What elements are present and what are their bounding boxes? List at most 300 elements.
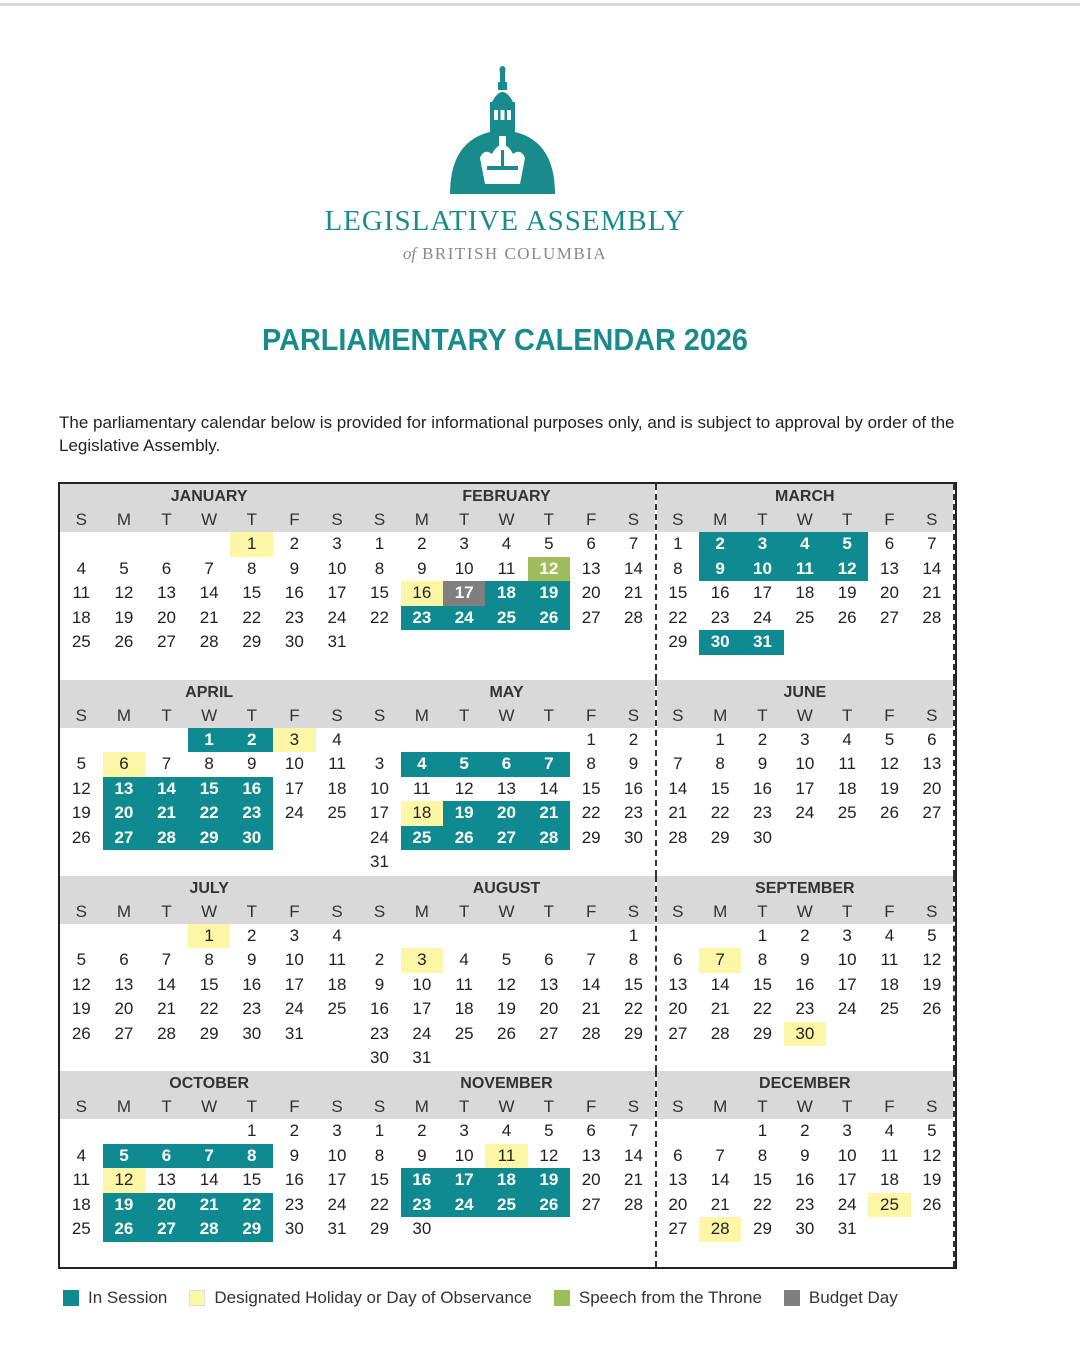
date-cell: 14 bbox=[710, 974, 730, 994]
date-cell: 2 bbox=[417, 534, 427, 553]
date-cell: 28 bbox=[922, 607, 942, 627]
date-cell: 17 bbox=[837, 974, 857, 994]
date-cell: 10 bbox=[327, 1145, 347, 1165]
day-grid bbox=[60, 924, 358, 1047]
day-grid bbox=[657, 924, 953, 1047]
date-cell: 5 bbox=[76, 754, 87, 774]
date-cell: 20 bbox=[880, 583, 899, 602]
date-cell: 27 bbox=[485, 826, 527, 851]
date-cell: 19 bbox=[71, 803, 91, 823]
date-cell: 7 bbox=[673, 754, 683, 774]
date-cell: 17 bbox=[443, 1168, 485, 1193]
date-cell: 11 bbox=[72, 1170, 91, 1190]
date-cell: 19 bbox=[837, 583, 857, 602]
empty-cell bbox=[443, 924, 485, 949]
date-cell: 13 bbox=[922, 754, 942, 774]
date-cell: 24 bbox=[412, 1023, 432, 1043]
date-cell: 25 bbox=[795, 607, 815, 627]
date-cell: 17 bbox=[837, 1170, 857, 1190]
date-cell: 1 bbox=[715, 729, 725, 749]
weekday-label: T bbox=[161, 901, 172, 921]
date-cell: 17 bbox=[753, 583, 772, 602]
weekday-label: M bbox=[116, 705, 131, 725]
date-cell: 27 bbox=[145, 1217, 188, 1242]
month-header bbox=[358, 876, 654, 924]
date-cell: 16 bbox=[230, 777, 273, 802]
date-cell: 4 bbox=[76, 558, 87, 578]
date-cell: 4 bbox=[884, 1121, 895, 1141]
date-cell: 29 bbox=[230, 1217, 273, 1242]
weekday-label: T bbox=[458, 1097, 470, 1117]
date-cell: 13 bbox=[157, 583, 176, 602]
date-cell: 16 bbox=[242, 974, 262, 994]
date-cell: 18 bbox=[454, 999, 474, 1018]
date-cell: 7 bbox=[586, 950, 596, 969]
date-cell: 14 bbox=[581, 974, 601, 994]
date-cell: 24 bbox=[284, 999, 304, 1018]
empty-cell bbox=[60, 1119, 103, 1144]
date-cell: 26 bbox=[103, 1217, 146, 1242]
empty-cell bbox=[485, 728, 527, 753]
date-cell: 28 bbox=[699, 1217, 741, 1242]
date-cell: 29 bbox=[753, 1219, 772, 1239]
date-cell: 21 bbox=[710, 999, 730, 1018]
date-cell: 12 bbox=[71, 974, 91, 994]
date-cell: 12 bbox=[528, 557, 570, 582]
date-cell: 25 bbox=[327, 803, 347, 823]
date-cell: 26 bbox=[497, 1023, 516, 1043]
date-cell: 16 bbox=[624, 778, 643, 798]
weekday-label: S bbox=[926, 901, 938, 921]
date-cell: 27 bbox=[668, 1219, 688, 1239]
date-cell: 26 bbox=[922, 999, 942, 1018]
date-cell: 21 bbox=[922, 583, 942, 602]
date-cell: 13 bbox=[880, 558, 899, 578]
date-cell: 14 bbox=[668, 778, 688, 798]
date-cell: 5 bbox=[76, 950, 87, 969]
date-cell: 8 bbox=[757, 1145, 768, 1165]
date-cell: 20 bbox=[581, 1170, 601, 1190]
weekday-label: W bbox=[498, 510, 515, 529]
date-cell: 6 bbox=[673, 950, 683, 969]
weekday-label: S bbox=[75, 901, 87, 921]
month-name: JANUARY bbox=[170, 488, 248, 505]
empty-cell bbox=[528, 728, 570, 753]
date-cell: 10 bbox=[284, 754, 304, 774]
month-june bbox=[657, 680, 955, 876]
date-cell: 3 bbox=[842, 1121, 852, 1141]
date-cell: 8 bbox=[757, 950, 768, 969]
weekday-label: S bbox=[75, 510, 87, 529]
month-name: OCTOBER bbox=[169, 1075, 250, 1093]
date-cell: 13 bbox=[539, 974, 559, 994]
intro-text: The parliamentary calendar below is provided for informational purposes only, and is subject to approval by order of the Legislative Assembly. bbox=[59, 413, 955, 455]
legend-item bbox=[63, 1288, 167, 1308]
date-cell: 29 bbox=[188, 826, 231, 851]
date-cell: 15 bbox=[753, 974, 772, 994]
weekday-label: F bbox=[884, 705, 895, 725]
weekday-row bbox=[657, 704, 953, 728]
month-may bbox=[358, 680, 656, 876]
date-cell: 24 bbox=[443, 1193, 485, 1218]
date-cell: 21 bbox=[145, 801, 188, 826]
date-cell: 7 bbox=[628, 1121, 639, 1141]
date-cell: 25 bbox=[485, 1193, 527, 1218]
date-cell: 26 bbox=[71, 1023, 91, 1043]
date-cell: 25 bbox=[71, 1219, 91, 1239]
date-cell: 26 bbox=[71, 827, 91, 847]
date-cell: 29 bbox=[710, 827, 730, 847]
empty-cell bbox=[103, 1119, 146, 1144]
month-header bbox=[60, 680, 358, 728]
date-cell: 18 bbox=[880, 1170, 899, 1190]
date-cell: 7 bbox=[927, 534, 937, 553]
weekday-label: T bbox=[246, 705, 257, 725]
legend-label: Budget Day bbox=[808, 1288, 898, 1307]
empty-cell bbox=[145, 1119, 188, 1144]
date-cell: 30 bbox=[284, 1219, 304, 1239]
month-march bbox=[657, 484, 955, 680]
weekday-row bbox=[358, 900, 654, 924]
date-cell: 22 bbox=[230, 1193, 273, 1218]
date-cell: 5 bbox=[443, 752, 485, 777]
date-cell: 12 bbox=[114, 583, 134, 602]
month-september bbox=[657, 876, 955, 1072]
date-cell: 9 bbox=[289, 1145, 300, 1165]
date-cell: 18 bbox=[795, 583, 815, 602]
date-cell: 9 bbox=[628, 754, 639, 774]
weekday-label: M bbox=[116, 510, 131, 529]
date-cell: 29 bbox=[624, 1023, 643, 1043]
weekday-label: S bbox=[926, 705, 938, 725]
date-cell: 27 bbox=[668, 1023, 688, 1043]
date-cell: 2 bbox=[800, 1121, 810, 1141]
date-cell: 17 bbox=[370, 803, 389, 823]
date-cell: 5 bbox=[826, 532, 868, 557]
weekday-label: W bbox=[796, 901, 813, 921]
date-cell: 28 bbox=[157, 1023, 176, 1043]
date-cell: 3 bbox=[401, 948, 443, 973]
weekday-label: T bbox=[458, 510, 470, 529]
weekday-label: F bbox=[884, 1097, 895, 1117]
legend-label: In Session bbox=[88, 1288, 168, 1307]
date-cell: 18 bbox=[837, 778, 857, 798]
weekday-label: T bbox=[757, 510, 768, 529]
month-name: APRIL bbox=[185, 683, 234, 701]
month-february bbox=[358, 484, 656, 680]
date-cell: 12 bbox=[922, 950, 942, 969]
date-cell: 23 bbox=[710, 607, 730, 627]
date-cell: 2 bbox=[628, 729, 639, 749]
day-grid bbox=[358, 1119, 654, 1242]
date-cell: 11 bbox=[497, 558, 516, 578]
date-cell: 28 bbox=[145, 826, 188, 851]
date-cell: 4 bbox=[332, 729, 342, 749]
month-header bbox=[657, 680, 953, 728]
weekday-label: T bbox=[757, 705, 768, 725]
date-cell: 10 bbox=[454, 558, 474, 578]
date-cell: 19 bbox=[497, 999, 516, 1018]
month-name: SEPTEMBER bbox=[755, 879, 855, 897]
weekday-label: M bbox=[414, 901, 429, 921]
date-cell: 21 bbox=[668, 803, 688, 823]
date-cell: 18 bbox=[71, 607, 91, 627]
date-cell: 6 bbox=[586, 534, 596, 553]
date-cell: 10 bbox=[284, 950, 304, 969]
legend-item bbox=[189, 1288, 532, 1308]
date-cell: 15 bbox=[370, 1170, 389, 1190]
date-cell: 5 bbox=[927, 925, 937, 945]
date-cell: 24 bbox=[284, 803, 304, 823]
date-cell: 31 bbox=[837, 1219, 857, 1239]
date-cell: 4 bbox=[884, 925, 895, 945]
weekday-label: W bbox=[498, 901, 515, 921]
date-cell: 26 bbox=[443, 826, 485, 851]
empty-cell bbox=[145, 728, 188, 753]
date-cell: 29 bbox=[370, 1219, 389, 1239]
date-cell: 19 bbox=[528, 1168, 570, 1193]
date-cell: 3 bbox=[459, 1121, 469, 1141]
date-cell: 8 bbox=[715, 754, 725, 774]
date-cell: 3 bbox=[374, 754, 385, 774]
date-cell: 19 bbox=[443, 801, 485, 826]
date-cell: 8 bbox=[204, 950, 214, 969]
month-name: NOVEMBER bbox=[460, 1075, 553, 1093]
weekday-row bbox=[60, 900, 358, 924]
date-cell: 1 bbox=[586, 729, 596, 749]
date-cell: 24 bbox=[837, 999, 857, 1018]
weekday-label: T bbox=[543, 901, 555, 921]
weekday-row bbox=[657, 508, 953, 532]
legislative-assembly-logo bbox=[440, 66, 570, 198]
date-cell: 22 bbox=[188, 801, 231, 826]
date-cell: 6 bbox=[485, 752, 527, 777]
date-cell: 15 bbox=[370, 583, 389, 602]
date-cell: 2 bbox=[289, 1121, 300, 1141]
weekday-row bbox=[358, 508, 654, 532]
date-cell: 3 bbox=[273, 728, 316, 753]
month-name: MAY bbox=[489, 683, 524, 701]
date-cell: 27 bbox=[539, 1023, 559, 1043]
date-cell: 5 bbox=[544, 534, 554, 553]
month-header bbox=[358, 484, 654, 532]
day-grid bbox=[358, 532, 654, 630]
date-cell: 4 bbox=[501, 1121, 512, 1141]
empty-cell bbox=[657, 728, 699, 753]
date-cell: 4 bbox=[76, 1145, 87, 1165]
date-cell: 30 bbox=[370, 1048, 389, 1067]
month-header bbox=[60, 876, 358, 924]
weekday-label: S bbox=[627, 705, 640, 725]
date-cell: 30 bbox=[242, 1023, 262, 1043]
date-cell: 9 bbox=[417, 1145, 427, 1165]
date-cell: 9 bbox=[247, 754, 257, 774]
date-cell: 7 bbox=[528, 752, 570, 777]
date-cell: 15 bbox=[668, 583, 688, 602]
date-cell: 28 bbox=[199, 632, 219, 651]
weekday-label: S bbox=[672, 705, 684, 725]
date-cell: 1 bbox=[374, 534, 385, 553]
date-cell: 19 bbox=[922, 974, 942, 994]
date-cell: 8 bbox=[586, 754, 596, 774]
weekday-label: T bbox=[246, 1097, 257, 1117]
date-cell: 2 bbox=[699, 532, 741, 557]
date-cell: 19 bbox=[114, 607, 134, 627]
date-cell: 8 bbox=[628, 950, 639, 969]
weekday-label: T bbox=[458, 901, 470, 921]
page-title: PARLIAMENTARY CALENDAR 2026 bbox=[262, 322, 748, 357]
date-cell: 16 bbox=[401, 1168, 443, 1193]
date-cell: 31 bbox=[412, 1048, 432, 1067]
date-cell: 24 bbox=[370, 827, 389, 847]
date-cell: 6 bbox=[586, 1121, 596, 1141]
date-cell: 29 bbox=[668, 632, 688, 651]
date-cell: 20 bbox=[539, 999, 559, 1018]
month-name: JULY bbox=[189, 879, 229, 897]
date-cell: 12 bbox=[497, 974, 516, 994]
date-cell: 10 bbox=[837, 1145, 857, 1165]
date-cell: 31 bbox=[327, 632, 347, 651]
month-july bbox=[60, 876, 358, 1072]
empty-cell bbox=[103, 728, 146, 753]
date-cell: 2 bbox=[230, 728, 273, 753]
date-cell: 14 bbox=[199, 1170, 219, 1190]
date-cell: 9 bbox=[417, 558, 427, 578]
date-cell: 26 bbox=[528, 606, 570, 631]
date-cell: 28 bbox=[668, 827, 688, 847]
weekday-label: T bbox=[246, 510, 257, 529]
date-cell: 16 bbox=[284, 1170, 304, 1190]
date-cell: 25 bbox=[880, 999, 899, 1018]
date-cell: 28 bbox=[528, 826, 570, 851]
date-cell: 23 bbox=[230, 801, 273, 826]
weekday-label: M bbox=[713, 705, 728, 725]
empty-cell bbox=[401, 924, 443, 949]
weekday-label: T bbox=[841, 1097, 853, 1117]
date-cell: 11 bbox=[328, 950, 346, 969]
weekday-row bbox=[657, 900, 953, 924]
weekday-label: W bbox=[201, 705, 218, 725]
date-cell: 13 bbox=[581, 558, 601, 578]
date-cell: 5 bbox=[103, 1144, 146, 1169]
date-cell: 30 bbox=[753, 827, 772, 847]
weekday-label: W bbox=[796, 705, 813, 725]
weekday-row bbox=[60, 704, 358, 728]
weekday-label: S bbox=[75, 705, 87, 725]
date-cell: 31 bbox=[284, 1023, 304, 1043]
date-cell: 4 bbox=[459, 950, 469, 969]
date-cell: 25 bbox=[327, 999, 347, 1018]
weekday-label: T bbox=[841, 705, 853, 725]
date-cell: 21 bbox=[199, 607, 219, 627]
weekday-label: S bbox=[373, 1097, 386, 1117]
date-cell: 10 bbox=[412, 974, 432, 994]
date-cell: 21 bbox=[188, 1193, 231, 1218]
empty-cell bbox=[699, 924, 741, 949]
weekday-label: F bbox=[585, 1097, 597, 1117]
date-cell: 15 bbox=[188, 777, 231, 802]
date-cell: 11 bbox=[880, 950, 899, 969]
weekday-label: S bbox=[331, 1097, 343, 1117]
empty-cell bbox=[60, 532, 103, 557]
date-cell: 21 bbox=[581, 999, 601, 1018]
date-cell: 23 bbox=[370, 1023, 389, 1043]
date-cell: 21 bbox=[157, 999, 176, 1018]
date-cell: 3 bbox=[332, 1121, 342, 1141]
day-grid bbox=[358, 728, 654, 875]
date-cell: 15 bbox=[242, 583, 262, 602]
date-cell: 5 bbox=[927, 1121, 937, 1141]
empty-cell bbox=[657, 1119, 699, 1144]
date-cell: 25 bbox=[71, 632, 91, 651]
weekday-label: T bbox=[841, 510, 853, 529]
date-cell: 22 bbox=[199, 999, 219, 1018]
empty-cell bbox=[570, 924, 612, 949]
date-cell: 4 bbox=[332, 925, 342, 945]
date-cell: 21 bbox=[528, 801, 570, 826]
empty-cell bbox=[358, 924, 400, 949]
date-cell: 31 bbox=[327, 1219, 347, 1239]
date-cell: 7 bbox=[699, 948, 741, 973]
empty-cell bbox=[528, 924, 570, 949]
date-cell: 3 bbox=[459, 534, 469, 553]
empty-cell bbox=[103, 924, 146, 949]
date-cell: 27 bbox=[880, 607, 899, 627]
date-cell: 30 bbox=[624, 827, 643, 847]
date-cell: 16 bbox=[370, 999, 389, 1018]
date-cell: 6 bbox=[884, 534, 895, 553]
weekday-label: M bbox=[414, 510, 429, 529]
date-cell: 29 bbox=[199, 1023, 219, 1043]
date-cell: 13 bbox=[103, 777, 146, 802]
date-cell: 12 bbox=[826, 557, 868, 582]
month-header bbox=[657, 1071, 953, 1119]
date-cell: 17 bbox=[284, 974, 304, 994]
day-grid bbox=[60, 1119, 358, 1242]
day-grid bbox=[657, 532, 953, 655]
weekday-label: F bbox=[585, 510, 597, 529]
month-december bbox=[657, 1071, 955, 1267]
date-cell: 8 bbox=[673, 558, 683, 578]
date-cell: 18 bbox=[485, 1168, 527, 1193]
month-name: FEBRUARY bbox=[462, 488, 551, 505]
date-cell: 27 bbox=[103, 826, 146, 851]
date-cell: 23 bbox=[795, 999, 815, 1018]
date-cell: 28 bbox=[188, 1217, 231, 1242]
date-cell: 11 bbox=[485, 1144, 527, 1169]
empty-cell bbox=[145, 924, 188, 949]
date-cell: 25 bbox=[454, 1023, 474, 1043]
date-cell: 28 bbox=[624, 607, 643, 627]
date-cell: 23 bbox=[242, 999, 262, 1018]
day-grid bbox=[657, 728, 953, 851]
weekday-label: T bbox=[161, 705, 172, 725]
weekday-label: S bbox=[926, 1097, 938, 1117]
empty-cell bbox=[401, 728, 443, 753]
date-cell: 22 bbox=[668, 607, 688, 627]
month-name: AUGUST bbox=[472, 879, 541, 897]
weekday-label: M bbox=[414, 705, 429, 725]
date-cell: 12 bbox=[103, 1168, 146, 1193]
date-cell: 12 bbox=[880, 754, 899, 774]
date-cell: 14 bbox=[710, 1170, 730, 1190]
date-cell: 3 bbox=[800, 729, 810, 749]
date-cell: 30 bbox=[284, 632, 304, 651]
date-cell: 13 bbox=[157, 1170, 176, 1190]
weekday-label: W bbox=[796, 1097, 813, 1117]
date-cell: 7 bbox=[161, 754, 172, 774]
date-cell: 14 bbox=[539, 778, 559, 798]
